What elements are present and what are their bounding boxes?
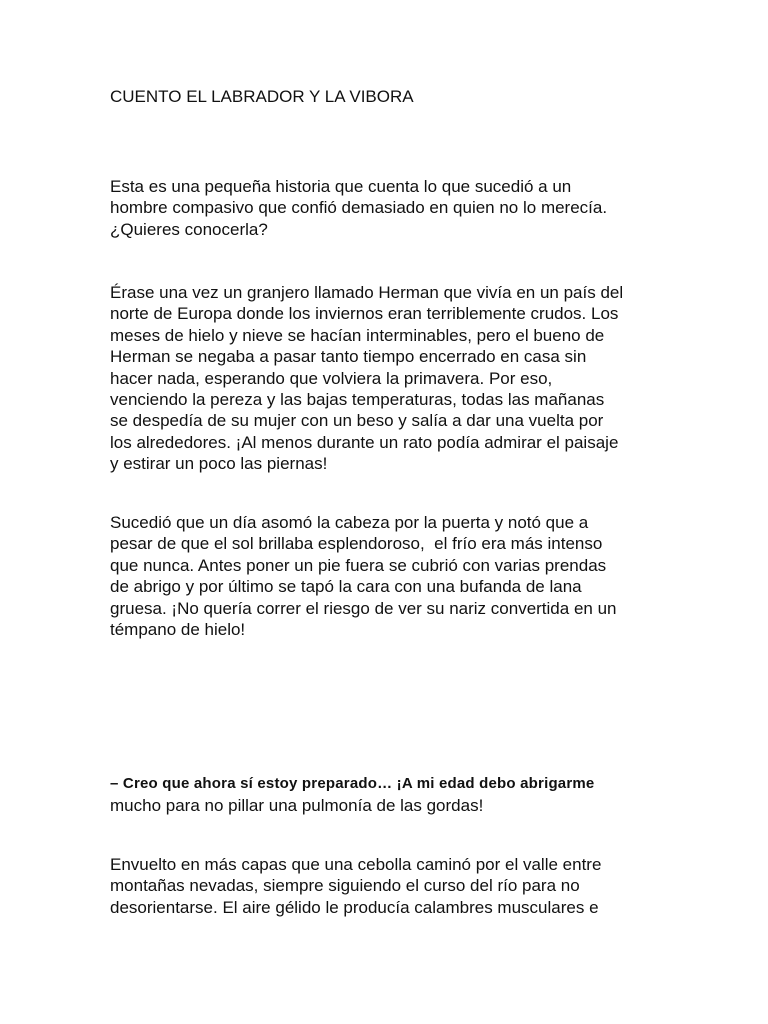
dialogue-first-line: – Creo que ahora sí estoy preparado… ¡A mi edad debo abrigarme <box>110 775 595 792</box>
paragraph-herman: Érase una vez un granjero llamado Herman que vivía en un país del norte de Europa donde los inviernos eran terriblemente crudos. Los meses de hielo y nieve se hacían interminables, pero el bueno de Herman se negaba a pasar tanto tiempo encerrado en casa sin hacer nada, esperando que volviera la primavera. Por eso, venciendo la pereza y las bajas temperaturas, todas las mañanas se despedía de su mujer con un beso y salía a dar una vuelta por los alrededores. ¡Al menos durante un rato podía admirar el paisaje y estirar un poco las piernas! <box>110 283 624 474</box>
paragraph-intro: Esta es una pequeña historia que cuenta lo que sucedió a un hombre compasivo que confió demasiado en quien no lo merecía. ¿Quieres conocerla? <box>110 177 608 239</box>
document-title: CUENTO EL LABRADOR Y LA VIBORA <box>110 87 414 106</box>
dialogue-continuation: mucho para no pillar una pulmonía de las gordas! <box>110 796 484 815</box>
paragraph-cold-day: Sucedió que un día asomó la cabeza por la puerta y notó que a pesar de que el sol brillaba esplendoroso, el frío era más intenso que nunca. Antes poner un pie fuera se cubrió con varias prendas de abrigo y por último se tapó la cara con una bufanda de lana gruesa. ¡No quería correr el riesgo de ver su nariz convertida en un témpano de hielo! <box>110 513 617 640</box>
paragraph-walk: Envuelto en más capas que una cebolla caminó por el valle entre montañas nevadas, siempre siguiendo el curso del río para no desorientarse. El aire gélido le producía calambres musculares e <box>110 855 602 917</box>
